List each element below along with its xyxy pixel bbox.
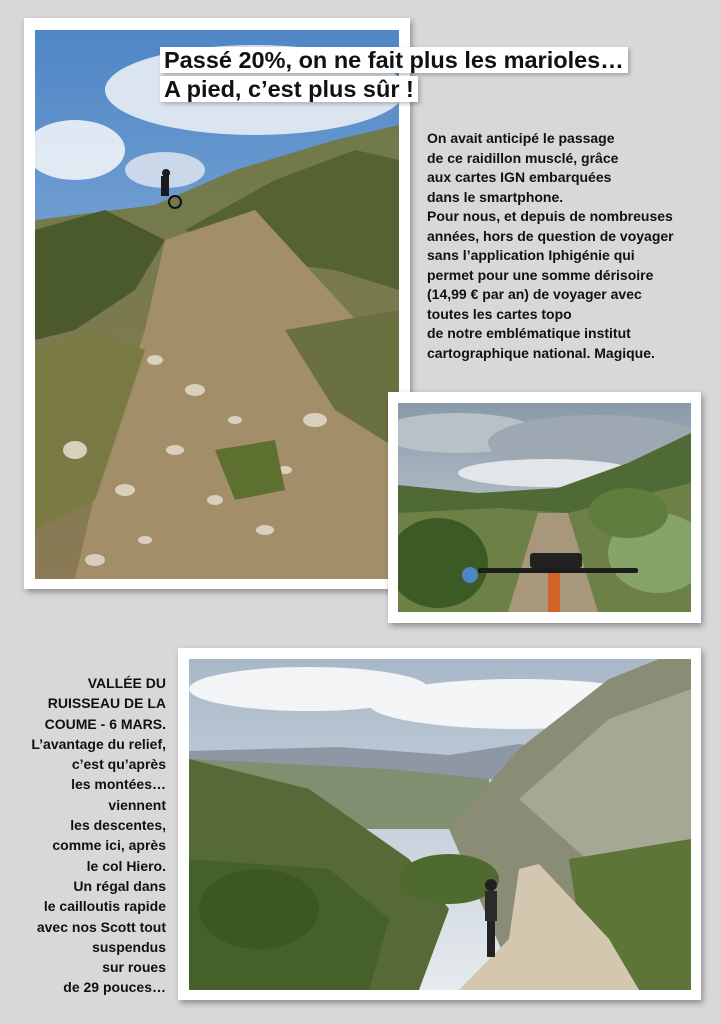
- paragraph-line: permet pour une somme dérisoire: [427, 266, 654, 283]
- headline-line-2: A pied, c’est plus sûr !: [160, 76, 418, 102]
- paragraph-line: le col Hiero.: [86, 857, 166, 874]
- paragraph-line: sans l’application Iphigénie qui: [427, 247, 635, 263]
- paragraph-line: viennent: [108, 796, 166, 813]
- paragraph-line: années, hors de question de voyager: [427, 227, 674, 244]
- paragraph-line: On avait anticipé le passage: [427, 130, 615, 146]
- photo-frame-valley: [178, 648, 701, 1000]
- paragraph-line: VALLÉE DU: [87, 675, 166, 691]
- paragraph-line: comme ici, après: [52, 837, 166, 854]
- paragraph-line: c’est qu’après: [71, 756, 166, 773]
- photo-frame-handlebar: [388, 392, 701, 623]
- headline-line-1: Passé 20%, on ne fait plus les marioles…: [160, 47, 628, 73]
- paragraph-line: RUISSEAU DE LA: [47, 695, 166, 712]
- paragraph-line: Un régal dans: [73, 877, 166, 894]
- trail-description-paragraph: [427, 129, 717, 363]
- page-headline: [160, 46, 690, 104]
- paragraph-line: COUME - 6 MARS.: [44, 715, 166, 732]
- paragraph-line: toutes les cartes topo: [427, 305, 572, 322]
- paragraph-line: le cailloutis rapide: [43, 898, 166, 915]
- handlebar-view-photo: [398, 403, 691, 612]
- paragraph-line: (14,99 € par an) de voyager avec: [427, 286, 642, 302]
- paragraph-line: Pour nous, et depuis de nombreuses: [427, 208, 673, 224]
- paragraph-line: les montées…: [71, 776, 166, 793]
- paragraph-line: cartographique national. Magique.: [427, 344, 655, 361]
- paragraph-line: les descentes,: [70, 817, 166, 834]
- paragraph-line: dans le smartphone.: [427, 188, 564, 205]
- valley-description-paragraph: [0, 673, 166, 998]
- paragraph-line: de ce raidillon musclé, grâce: [427, 149, 619, 166]
- paragraph-line: avec nos Scott tout: [36, 918, 166, 935]
- paragraph-line: aux cartes IGN embarquées: [427, 169, 612, 185]
- paragraph-line: de 29 pouces…: [63, 979, 166, 996]
- paragraph-line: L’avantage du relief,: [31, 735, 166, 752]
- paragraph-line: de notre emblématique institut: [427, 325, 631, 341]
- paragraph-line: sur roues: [102, 959, 166, 976]
- valley-descent-photo: [189, 659, 691, 990]
- paragraph-line: suspendus: [92, 938, 166, 955]
- steep-rocky-trail-photo: [35, 30, 399, 579]
